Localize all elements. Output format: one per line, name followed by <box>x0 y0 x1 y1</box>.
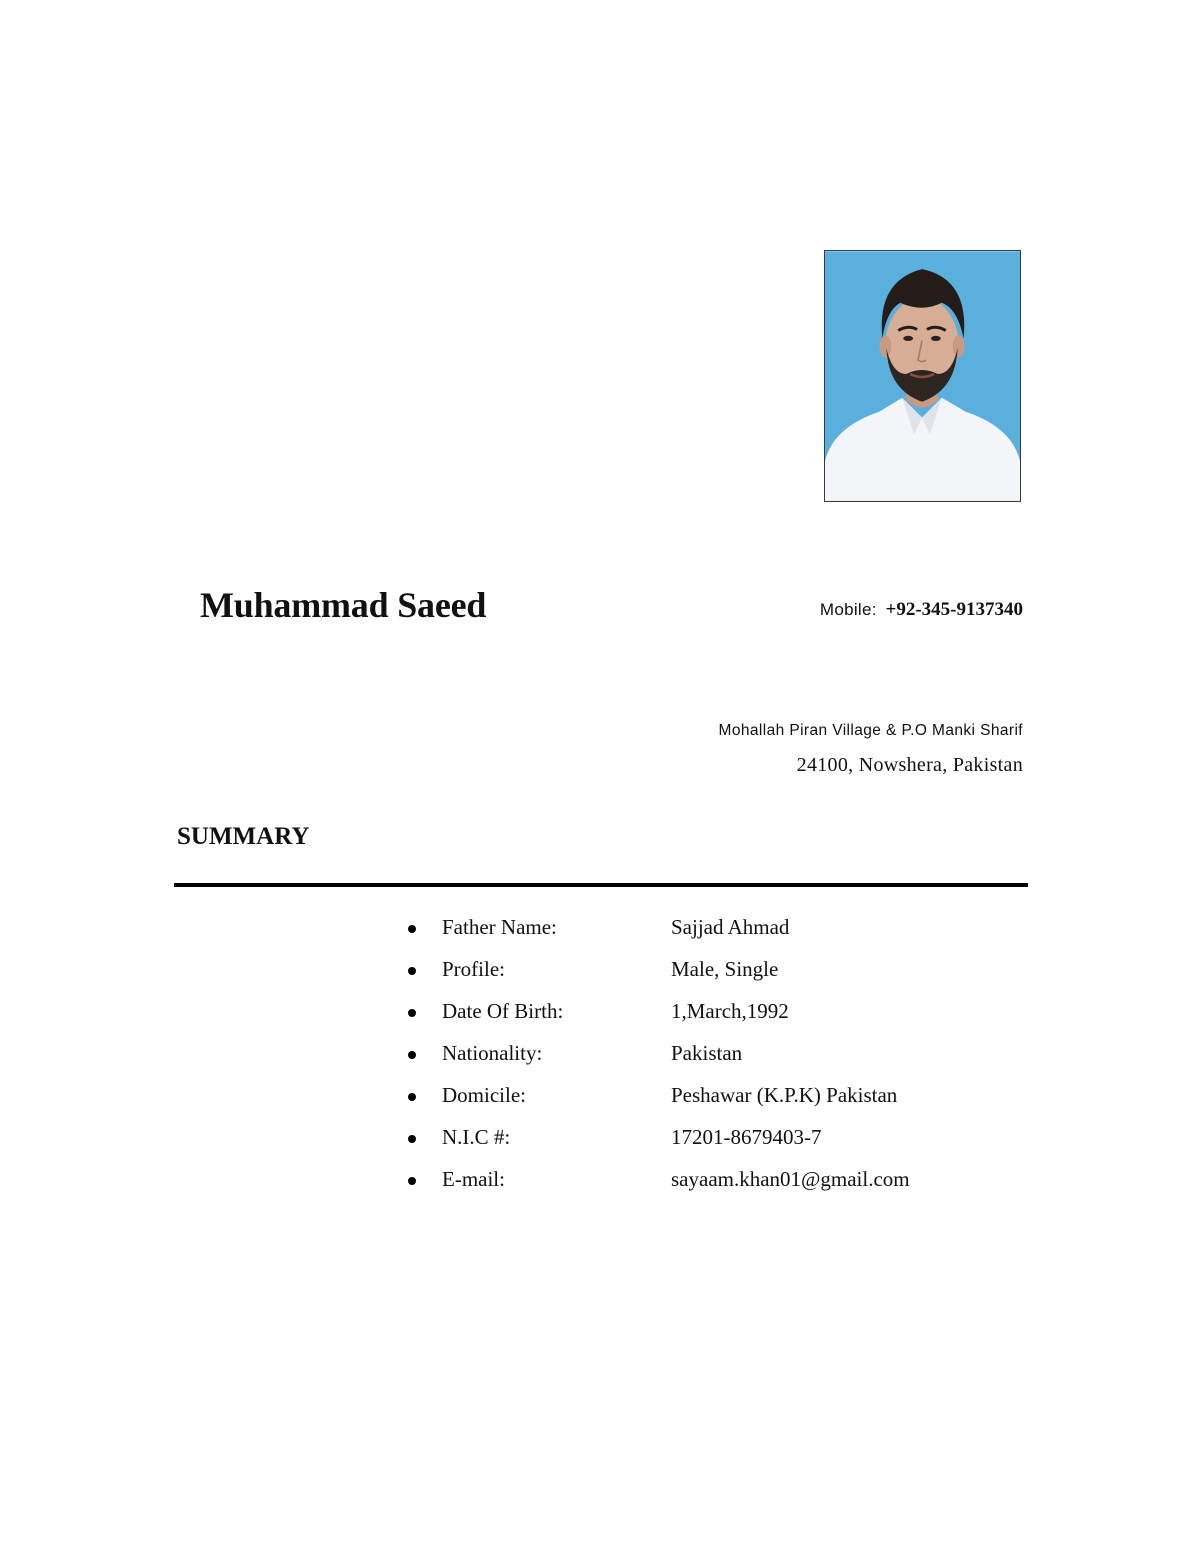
detail-label: Domicile: <box>442 1083 526 1107</box>
detail-label: Profile: <box>442 957 505 981</box>
bullet-icon <box>408 967 416 975</box>
bullet-icon <box>408 925 416 933</box>
detail-value: Sajjad Ahmad <box>671 915 790 939</box>
address-line-1: Mohallah Piran Village & P.O Manki Sharif <box>718 722 1023 739</box>
bullet-icon <box>408 1009 416 1017</box>
detail-value: Pakistan <box>671 1041 743 1065</box>
bullet-icon <box>408 1051 416 1059</box>
address-line-2: 24100, Nowshera, Pakistan <box>796 754 1023 776</box>
email-value[interactable]: sayaam.khan01@gmail.com <box>671 1167 910 1191</box>
mobile-label: Mobile: <box>819 600 877 619</box>
profile-photo <box>824 250 1021 502</box>
detail-value: Peshawar (K.P.K) Pakistan <box>671 1083 898 1107</box>
section-divider <box>174 883 1028 887</box>
summary-heading: SUMMARY <box>177 823 310 850</box>
detail-value: 1,March,1992 <box>671 999 789 1023</box>
detail-label: Nationality: <box>442 1041 543 1065</box>
bullet-icon <box>408 1093 416 1101</box>
mobile-contact <box>820 599 1023 621</box>
detail-value: 17201-8679403-7 <box>671 1125 822 1149</box>
detail-label: Father Name: <box>442 915 557 939</box>
bullet-icon <box>408 1177 416 1185</box>
candidate-name: Muhammad Saeed <box>200 585 487 625</box>
bullet-icon <box>408 1135 416 1143</box>
detail-value: Male, Single <box>671 957 779 981</box>
detail-label: E-mail: <box>442 1167 505 1191</box>
detail-label: Date Of Birth: <box>442 999 564 1023</box>
mobile-number: +92-345-9137340 <box>885 599 1023 620</box>
detail-label: N.I.C #: <box>442 1125 511 1149</box>
portrait-image <box>825 251 1020 501</box>
